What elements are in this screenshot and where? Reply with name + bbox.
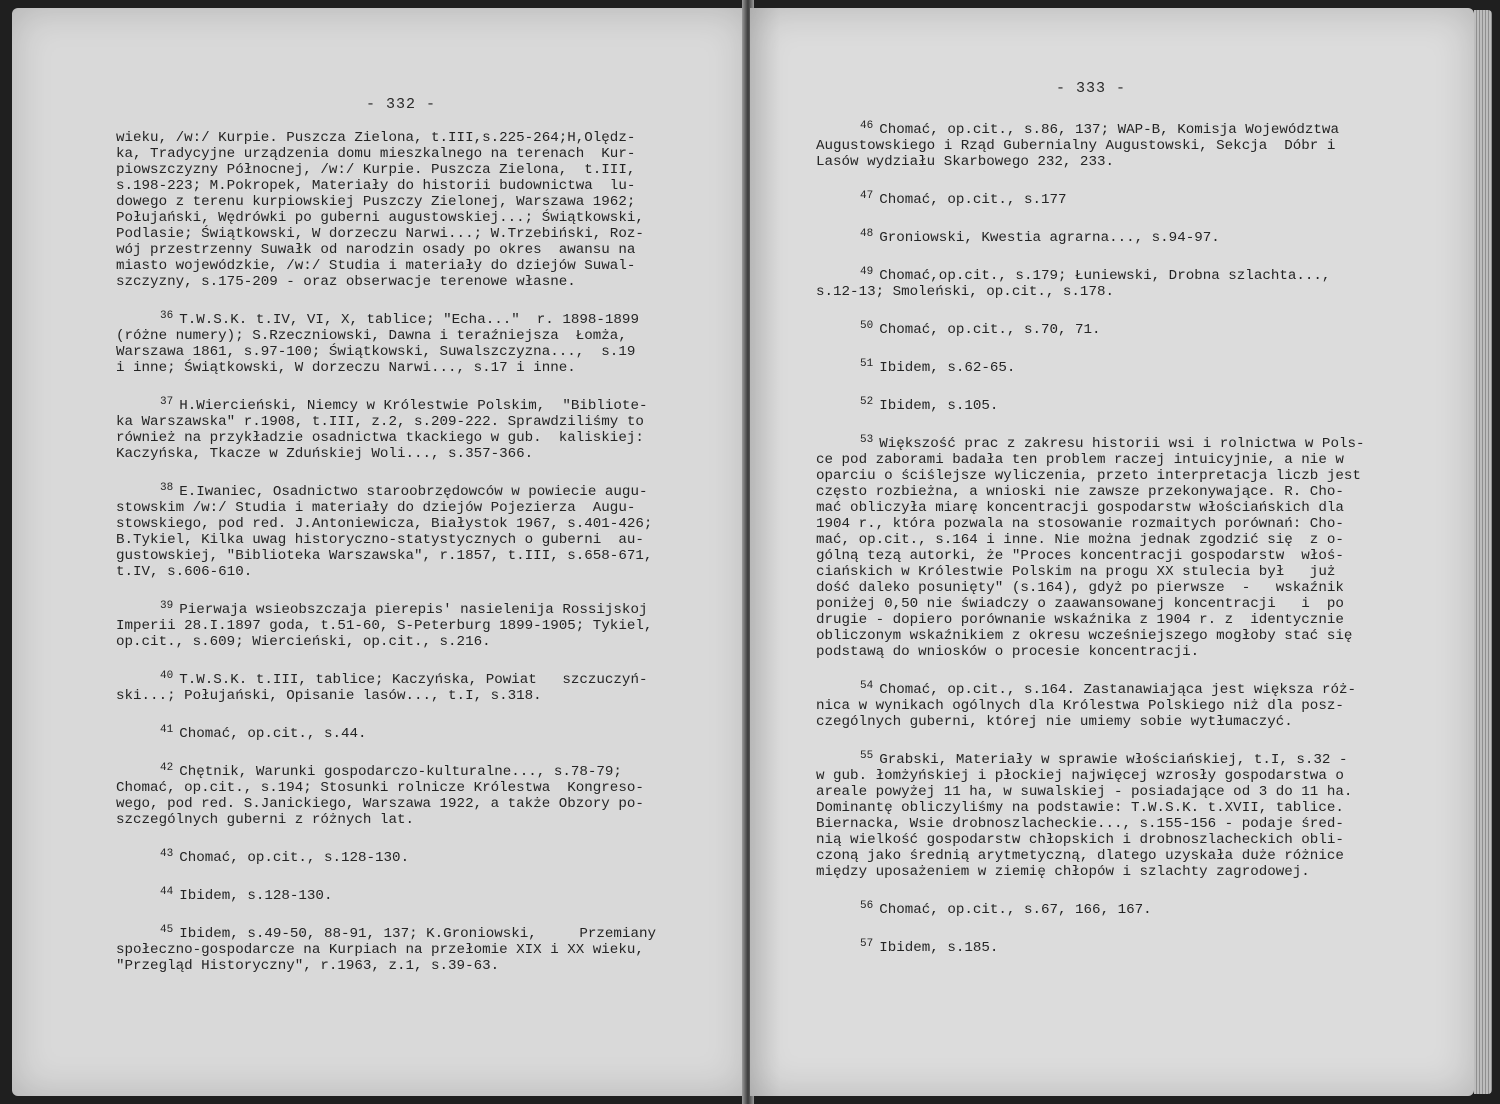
footnote-number: 41 [160, 724, 174, 736]
footnote [116, 760, 736, 828]
text-line: areale powyżej 11 ha, w suwalskiej - posiadające od 3 do 11 ha. [816, 784, 1353, 800]
text-line: (różne numery); S.Rzeczniowski, Dawna i teraźniejsza Łomża, [116, 328, 627, 344]
text-line: ka Warszawska" r.1908, t.III, z.2, s.209-222. Sprawdziliśmy to [116, 414, 644, 430]
footnote-first-line [116, 394, 736, 414]
footnote [816, 264, 1456, 300]
footnote [816, 318, 1456, 338]
footnote-number: 40 [160, 670, 174, 682]
footnote-first-line [816, 748, 1456, 768]
text-line: dowego z terenu kurpiowskiej Puszczy Zielonej, Warszawa 1962; [116, 194, 636, 210]
footnote [816, 748, 1456, 880]
footnote-first-line [816, 226, 1456, 246]
text-line: szczyzny, s.175-209 - oraz obserwacje terenowe własne. [116, 274, 576, 290]
footnote-text: Ibidem, s.185. [879, 940, 999, 956]
footnote-first-line [116, 308, 736, 328]
text-line: s.12-13; Smoleński, op.cit., s.178. [816, 284, 1114, 300]
footnote [816, 678, 1456, 730]
footnote [116, 598, 736, 650]
text-line: 1904 r., która pozwala na stosowanie rozmaitych porównań: Cho- [816, 516, 1344, 532]
footnote-first-line [816, 898, 1456, 918]
text-line: i inne; Świątkowski, W dorzeczu Narwi..., s.17 i inne. [116, 360, 576, 376]
footnote-number: 45 [160, 924, 174, 936]
footnote-number: 44 [160, 886, 174, 898]
footnote [116, 846, 736, 866]
footnote-text: T.W.S.K. t.IV, VI, X, tablice; "Echa..." r. 1898-1899 [179, 312, 639, 328]
footnote-number: 52 [860, 396, 874, 408]
text-line: Augustowskiego i Rząd Gubernialny Augustowski, Sekcja Dóbr i [816, 138, 1336, 154]
footnote-text: Grabski, Materiały w sprawie włościańskiej, t.I, s.32 - [879, 752, 1348, 768]
footnote [116, 668, 736, 704]
footnote [816, 188, 1456, 208]
footnote-number: 47 [860, 190, 874, 202]
footnote-first-line [116, 760, 736, 780]
footnote-number: 51 [860, 358, 874, 370]
text-line: obliczonym wskaźnikiem z okresu wcześniejszego mogłoby stać się [816, 628, 1353, 644]
text-line: ce pod zaborami badała ten problem raczej intuicyjnie, a nie w [816, 452, 1344, 468]
footnote-first-line [816, 118, 1456, 138]
footnote-first-line [116, 480, 736, 500]
footnote-first-line [816, 318, 1456, 338]
footnote-first-line [116, 722, 736, 742]
footnote-first-line [816, 394, 1456, 414]
footnote-number: 39 [160, 600, 174, 612]
footnote-text: Większość prac z zakresu historii wsi i rolnictwa w Pols- [879, 436, 1365, 452]
page-number: - 333 - [1056, 80, 1127, 97]
footnote [816, 898, 1456, 918]
text-line: nica w wynikach ogólnych dla Królestwa Polskiego niż dla posz- [816, 698, 1344, 714]
text-line: dość daleko posunięty" (s.164), gdyż po pierwsze - wskaźnik [816, 580, 1344, 596]
text-line: piowszczyzny Północnej, /w:/ Kurpie. Puszcza Zielona, t.III, [116, 162, 636, 178]
footnote-number: 37 [160, 396, 174, 408]
text-line: wieku, /w:/ Kurpie. Puszcza Zielona, t.III,s.225-264;H,Olędz- [116, 130, 636, 146]
footnote-text: Ibidem, s.49-50, 88-91, 137; K.Groniowski, Przemiany [179, 926, 656, 942]
text-line: ski...; Połujański, Opisanie lasów..., t.I, s.318. [116, 688, 542, 704]
text-line: Lasów wydziału Skarbowego 232, 233. [816, 154, 1114, 170]
footnote-first-line [816, 356, 1456, 376]
text-line: Dominantę obliczyliśmy na podstawie: T.W.S.K. t.XVII, tablice. [816, 800, 1344, 816]
text-line: między uposażeniem w ziemię chłopów i szlachty zagrodowej. [816, 864, 1310, 880]
text-line: oparciu o ściślejsze wyliczenia, przeto interpretacja liczb jest [816, 468, 1361, 484]
text-line: czoną jako średnią arytmetyczną, dlatego uzyskała duże różnice [816, 848, 1344, 864]
footnote-text: Chomać, op.cit., s.128-130. [179, 850, 410, 866]
footnote-number: 57 [860, 938, 874, 950]
footnote-number: 55 [860, 750, 874, 762]
text-line: w gub. łomżyńskiej i płockiej najwięcej wzrosły gospodarstwa o [816, 768, 1344, 784]
page-edges [1474, 10, 1492, 1094]
footnote-text: Chomać,op.cit., s.179; Łuniewski, Drobna szlachta..., [879, 268, 1331, 284]
page-number: - 332 - [366, 96, 437, 113]
footnote-text: Ibidem, s.62-65. [879, 360, 1016, 376]
footnote-first-line [116, 884, 736, 904]
text-line: miasto wojewódzkie, /w:/ Studia i materiały do dziejów Suwal- [116, 258, 636, 274]
text-line: ka, Tradycyjne urządzenia domu mieszkalnego na terenach Kur- [116, 146, 636, 162]
text-line: mać obliczyła miarę koncentracji gospodarstw włościańskich dla [816, 500, 1344, 516]
text-line: "Przegląd Historyczny", r.1963, z.1, s.39-63. [116, 958, 500, 974]
continued-footnote [116, 130, 736, 290]
text-line: często rozbieżna, a wnioski nie zawsze przekonywające. R. Cho- [816, 484, 1344, 500]
text-line: stowskim /w:/ Studia i materiały do dziejów Pojezierza Augu- [116, 500, 636, 516]
text-line: również na przykładzie osadnictwa tkackiego w gub. kaliskiej: [116, 430, 644, 446]
text-line: Warszawa 1861, s.97-100; Świątkowski, Suwalszczyzna..., s.19 [116, 344, 636, 360]
footnote-first-line [816, 432, 1456, 452]
footnote-number: 56 [860, 900, 874, 912]
text-line: Imperii 28.I.1897 goda, t.51-60, S-Peterburg 1899-1905; Tykiel, [116, 618, 653, 634]
text-line: Chomać, op.cit., s.194; Stosunki rolnicze Królestwa Kongreso- [116, 780, 644, 796]
footnote [116, 722, 736, 742]
right-page [750, 8, 1474, 1096]
left-page [12, 8, 748, 1096]
text-line: Połujański, Wędrówki po guberni augustowskiej...; Świątkowski, [116, 210, 644, 226]
footnote-number: 42 [160, 762, 174, 774]
text-line: op.cit., s.609; Wiercieński, op.cit., s.216. [116, 634, 491, 650]
footnote-first-line [816, 678, 1456, 698]
text-line: szczególnych guberni z różnych lat. [116, 812, 414, 828]
footnote [816, 356, 1456, 376]
text-line: gustowskiej, "Biblioteka Warszawska", r.1857, t.III, s.658-671, [116, 548, 653, 564]
text-line: drugie - dopiero porównanie wskaźnika z 1904 r. z identycznie [816, 612, 1344, 628]
footnote [116, 394, 736, 462]
text-line: ciańskich w Królestwie Polskim na progu XX stulecia był już [816, 564, 1336, 580]
footnote-text: H.Wiercieński, Niemcy w Królestwie Polskim, "Bibliote- [179, 398, 648, 414]
footnote-number: 43 [160, 848, 174, 860]
footnote-text: Groniowski, Kwestia agrarna..., s.94-97. [879, 230, 1220, 246]
footnote [116, 308, 736, 376]
footnote [116, 922, 736, 974]
footnote-first-line [116, 668, 736, 688]
footnote-number: 36 [160, 310, 174, 322]
footnote-text: Chomać, op.cit., s.164. Zastanawiająca jest większa róż- [879, 682, 1356, 698]
footnote-first-line [816, 188, 1456, 208]
footnote [816, 432, 1456, 660]
footnote-number: 53 [860, 434, 874, 446]
footnote-number: 48 [860, 228, 874, 240]
text-line: t.IV, s.606-610. [116, 564, 253, 580]
footnote-text: Chomać, op.cit., s.177 [879, 192, 1067, 208]
footnote-number: 38 [160, 482, 174, 494]
footnote-text: Pierwaja wsieobszczaja pierepis' nasielenija Rossijskoj [179, 602, 648, 618]
text-line: mać, op.cit., s.164 i inne. Nie można jednak zgodzić się z o- [816, 532, 1344, 548]
footnote-first-line [116, 598, 736, 618]
text-line: poniżej 0,50 nie świadczy o zaawansowanej koncentracji i po [816, 596, 1344, 612]
text-line: Podlasie; Świątkowski, W dorzeczu Narwi...; W.Trzebiński, Roz- [116, 226, 644, 242]
footnote-text: Ibidem, s.128-130. [179, 888, 333, 904]
footnote-first-line [116, 922, 736, 942]
footnote-text: Chomać, op.cit., s.67, 166, 167. [879, 902, 1152, 918]
footnote-first-line [816, 264, 1456, 284]
footnote-text: Chomać, op.cit., s.70, 71. [879, 322, 1101, 338]
footnote-text: T.W.S.K. t.III, tablice; Kaczyńska, Powiat szczuczyń- [179, 672, 648, 688]
text-line: B.Tykiel, Kilka uwag historyczno-statystycznych o guberni au- [116, 532, 644, 548]
footnote-text: Chomać, op.cit., s.86, 137; WAP-B, Komisja Województwa [879, 122, 1339, 138]
footnote-number: 50 [860, 320, 874, 332]
text-line: nią wielkość gospodarstw chłopskich i drobnoszlacheckich obli- [816, 832, 1344, 848]
text-line: podstawą do wniosków o procesie koncentracji. [816, 644, 1200, 660]
footnote [816, 394, 1456, 414]
footnote-first-line [816, 936, 1456, 956]
footnote-text: E.Iwaniec, Osadnictwo staroobrzędowców w powiecie augu- [179, 484, 648, 500]
footnote-text: Ibidem, s.105. [879, 398, 999, 414]
text-line: stowskiego, pod red. J.Antoniewicza, Białystok 1967, s.401-426; [116, 516, 653, 532]
text-line: czególnych guberni, której nie umiemy sobie wytłumaczyć. [816, 714, 1293, 730]
text-line: Kaczyńska, Tkacze w Zduńskiej Woli..., s.357-366. [116, 446, 534, 462]
text-line: wój przestrzenny Suwałk od narodzin osady po okres awansu na [116, 242, 636, 258]
footnote-number: 54 [860, 680, 874, 692]
footnote-number: 46 [860, 120, 874, 132]
footnote-number: 49 [860, 266, 874, 278]
text-line: wego, pod red. S.Janickiego, Warszawa 1922, a także Obzory po- [116, 796, 644, 812]
footnote [816, 118, 1456, 170]
footnote [116, 884, 736, 904]
right-page-text [816, 118, 1456, 974]
footnote [816, 226, 1456, 246]
text-line: gólną tezą autorki, że "Proces koncentracji gospodarstw włoś- [816, 548, 1344, 564]
footnote-text: Chętnik, Warunki gospodarczo-kulturalne..., s.78-79; [179, 764, 622, 780]
text-line: s.198-223; M.Pokropek, Materiały do historii budownictwa lu- [116, 178, 636, 194]
left-page-text [116, 130, 736, 992]
footnote [816, 936, 1456, 956]
footnote [116, 480, 736, 580]
text-line: społeczno-gospodarcze na Kurpiach na przełomie XIX i XX wieku, [116, 942, 644, 958]
text-line: Biernacka, Wsie drobnoszlacheckie..., s.155-156 - podaje śred- [816, 816, 1344, 832]
footnote-text: Chomać, op.cit., s.44. [179, 726, 367, 742]
footnote-first-line [116, 846, 736, 866]
